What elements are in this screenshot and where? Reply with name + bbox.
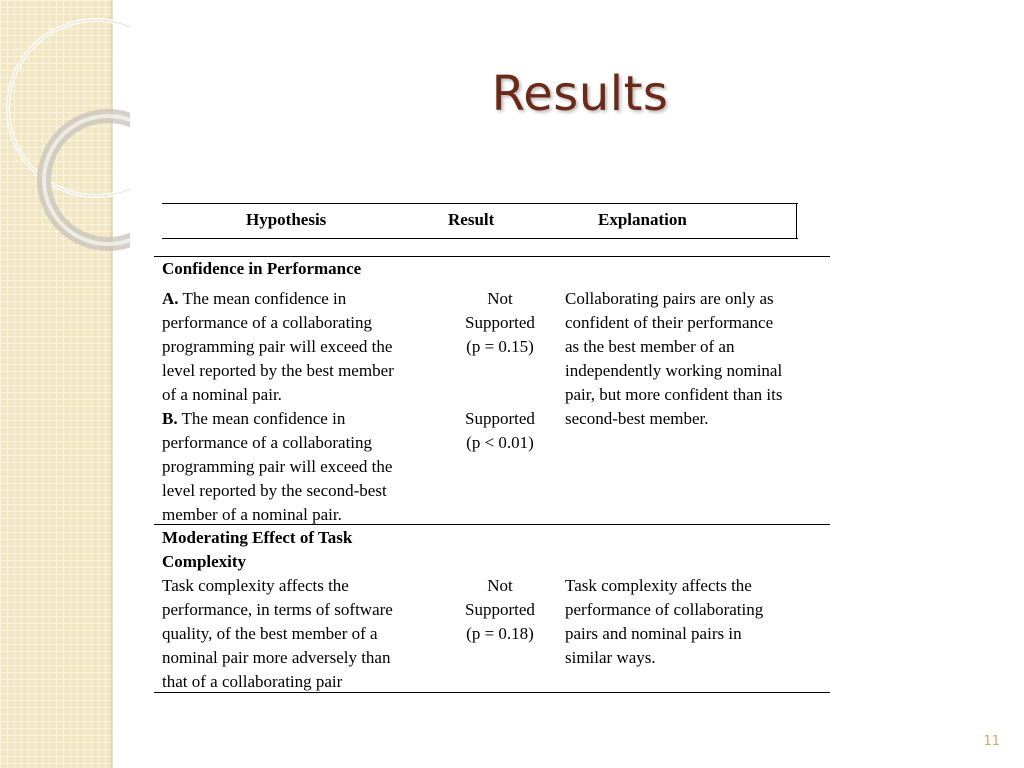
- explanation-tc-line: Task complexity affects the: [565, 576, 752, 595]
- explanation-task-complexity: [565, 574, 830, 670]
- hypothesis-b-line: performance of a collaborating: [162, 433, 373, 452]
- hypothesis-b: [162, 407, 452, 527]
- explanation-confidence: [565, 287, 830, 431]
- hypothesis-tc-line: performance, in terms of software: [162, 600, 393, 619]
- hypothesis-a-line: programming pair will exceed the: [162, 337, 393, 356]
- hypothesis-a-line: of a nominal pair.: [162, 385, 282, 404]
- header-bottom-rule: [162, 238, 798, 239]
- hypothesis-a-line: performance of a collaborating: [162, 313, 373, 332]
- hypothesis-b-line: level reported by the second-best: [162, 481, 387, 500]
- hypothesis-a-line: level reported by the best member: [162, 361, 394, 380]
- results-table: [154, 203, 830, 695]
- decorative-ring-small: [44, 116, 130, 244]
- section-title-task-complexity: [162, 526, 452, 574]
- result-a-line: Not: [487, 289, 513, 308]
- result-tc-line: (p = 0.18): [466, 624, 534, 643]
- hypothesis-tc-line: Task complexity affects the: [162, 576, 349, 595]
- section-title-line: Complexity: [162, 552, 247, 571]
- header-hypothesis: Hypothesis: [246, 210, 327, 229]
- section-title-confidence: Confidence in Performance: [162, 259, 362, 278]
- slide-title: Results: [491, 66, 669, 122]
- result-tc-line: Supported: [465, 600, 535, 619]
- header-right-border: [796, 203, 797, 239]
- explanation-confidence-line: Collaborating pairs are only as: [565, 289, 774, 308]
- explanation-tc-line: similar ways.: [565, 648, 656, 667]
- hypothesis-b-line: programming pair will exceed the: [162, 457, 393, 476]
- header-result: Result: [448, 210, 495, 229]
- header-explanation: Explanation: [598, 210, 687, 229]
- hypothesis-b-prefix: B.: [162, 409, 178, 428]
- section-rule-middle: [154, 524, 830, 525]
- explanation-confidence-line: confident of their performance: [565, 313, 774, 332]
- hypothesis-a-prefix: A.: [162, 289, 179, 308]
- explanation-confidence-line: independently working nominal: [565, 361, 783, 380]
- hypothesis-a: [162, 287, 452, 407]
- result-b-line: Supported: [465, 409, 535, 428]
- result-b: [440, 407, 560, 455]
- section-title-line: Moderating Effect of Task: [162, 528, 353, 547]
- explanation-confidence-line: pair, but more confident than its: [565, 385, 783, 404]
- explanation-confidence-line: as the best member of an: [565, 337, 735, 356]
- decorative-ring-large: [8, 20, 130, 196]
- result-tc-line: Not: [487, 576, 513, 595]
- hypothesis-b-line: member of a nominal pair.: [162, 505, 342, 524]
- hypothesis-b-line: The mean confidence in: [181, 409, 346, 428]
- hypothesis-tc-line: that of a collaborating pair: [162, 672, 343, 691]
- explanation-tc-line: performance of collaborating: [565, 600, 764, 619]
- explanation-tc-line: pairs and nominal pairs in: [565, 624, 742, 643]
- page-number: 11: [983, 734, 1000, 749]
- decorative-rings: [0, 0, 130, 260]
- hypothesis-a-line: The mean confidence in: [182, 289, 347, 308]
- hypothesis-tc-line: quality, of the best member of a: [162, 624, 378, 643]
- result-b-line: (p < 0.01): [466, 433, 534, 452]
- result-a-line: (p = 0.15): [466, 337, 534, 356]
- header-top-rule: [162, 203, 798, 204]
- result-a-line: Supported: [465, 313, 535, 332]
- hypothesis-tc-line: nominal pair more adversely than: [162, 648, 391, 667]
- explanation-confidence-line: second-best member.: [565, 409, 709, 428]
- result-a: [440, 287, 560, 359]
- hypothesis-task-complexity: [162, 574, 452, 694]
- table-bottom-rule: [154, 692, 830, 693]
- result-task-complexity: [440, 574, 560, 646]
- decorative-ring-large-shadow: [8, 20, 130, 196]
